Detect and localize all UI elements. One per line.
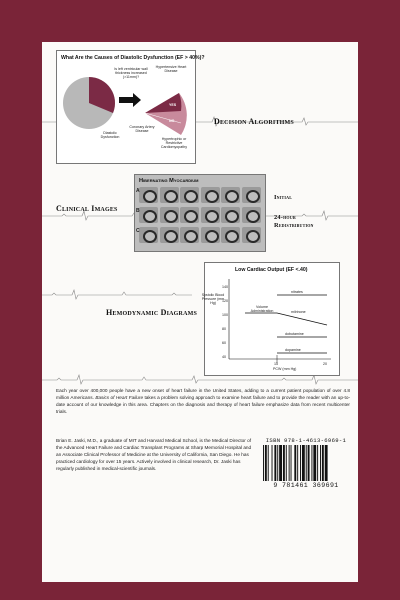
hemo-line-volume: Volume Administration [250, 305, 274, 314]
scan-ring [164, 230, 178, 243]
scan-ring [143, 230, 157, 243]
scan-frame [242, 187, 261, 203]
scan-frame [221, 207, 240, 223]
scan-frame [242, 207, 261, 223]
hemo-line-nitrates: nitrates [291, 290, 303, 294]
scan-frame [221, 187, 240, 203]
scan-ring [184, 230, 198, 243]
scan-ring [143, 190, 157, 203]
scan-ring [225, 190, 239, 203]
scan-frame [221, 227, 240, 243]
scan-frame [160, 207, 179, 223]
arrow-icon [119, 93, 141, 107]
barcode-bar [272, 445, 273, 481]
barcode-bar [317, 445, 318, 481]
scan-frame [201, 207, 220, 223]
barcode-bar [274, 445, 276, 481]
hemo-ylabel: Systolic Blood Pressure (mm Hg) [201, 293, 225, 306]
barcode-bar [263, 445, 264, 481]
barcode-bar [283, 445, 285, 481]
clinical-images-label: Clinical Images [56, 204, 118, 213]
label-no: NO [169, 119, 175, 123]
barcode-bar [322, 445, 324, 481]
scan-ring [246, 210, 260, 223]
scan-frame [160, 187, 179, 203]
barcode-bar [291, 445, 292, 481]
label-hypertensive: Hypertensive Heart Disease [155, 65, 187, 74]
clinical-row-label-1: Initial [274, 194, 293, 201]
hemodynamic-panel [201, 262, 340, 376]
scan-ring [205, 210, 219, 223]
label-diastolic: Diastolic Dysfunction [100, 131, 120, 140]
barcode-bar [311, 445, 312, 481]
scan-ring [246, 190, 260, 203]
clinical-images-panel [134, 174, 266, 252]
barcode-bar [306, 445, 307, 481]
hemo-panel-title: Low Cardiac Output (EF <.40) [235, 267, 308, 273]
scan-ring [205, 230, 219, 243]
scan-frame [180, 207, 199, 223]
isbn-text: ISBN 978-1-4613-6969-1 [265, 437, 347, 444]
hemo-line-dopamine: dopamine [285, 348, 301, 352]
barcode-bar [325, 445, 328, 481]
scan-frame [242, 227, 261, 243]
scan-grid [136, 187, 261, 247]
label-coronary: Coronary Artery Disease [129, 125, 155, 134]
scan-frame [160, 227, 179, 243]
scan-frame [139, 207, 158, 223]
barcode-bar [308, 445, 310, 481]
hemo-line-dobutamine: dobutamine [285, 332, 304, 336]
hemo-ytick: 120 [222, 299, 228, 303]
description-p1: Each year over 400,000 people have a new onset of heart failure in the United States, adding to a current patient population of over 4.8 million Americans. [56, 388, 350, 401]
question-text: Is left ventricular wall thickness increased (>11mm)? [114, 67, 148, 80]
barcode-bar [294, 445, 296, 481]
scan-ring [164, 210, 178, 223]
scan-ring [225, 210, 239, 223]
label-restrictive: Hypertrophic or Restrictive Cardiomyopathy [160, 137, 188, 150]
scan-frame [201, 227, 220, 243]
decision-panel-title: What Are the Causes of Diastolic Dysfunction (EF > 40%)? [61, 55, 205, 61]
hemo-ytick: 40 [222, 355, 226, 359]
hemo-line-milrinone: milrinone [291, 310, 306, 314]
barcode-bar [320, 445, 321, 481]
barcode-bar [302, 445, 305, 481]
hemodynamic-diagrams-label: Hemodynamic Diagrams [106, 308, 197, 317]
barcode-bar [300, 445, 301, 481]
barcode [261, 437, 351, 491]
scan-ring [164, 190, 178, 203]
barcode-bar [268, 445, 269, 481]
clinical-panel-title: Hibernating Myocardium [139, 178, 199, 184]
decision-algorithms-label: Decision Algorithms [214, 117, 294, 126]
decision-algorithm-panel [56, 50, 205, 164]
hemo-xlabel: PCW (mm Hg) [273, 367, 297, 371]
hemo-ytick: 100 [222, 313, 228, 317]
barcode-bar [277, 445, 278, 481]
scan-ring [184, 210, 198, 223]
hemo-ytick: 80 [222, 327, 226, 331]
hemo-xtick-20: 20 [323, 362, 327, 366]
scan-ring [184, 190, 198, 203]
hemo-xtick-15: 15 [274, 362, 278, 366]
author-bio: Brian E. Jaski, M.D., a graduate of MIT and Harvard Medical School, is the Medical Director of the Advanced Heart Failure and Cardiac Transplant Programs at Sharp Memorial Hospital and an Associate Clinical Professor of Medicine at the University of California, San Diego. He has practiced cardiology for over 15 years. Actively involved in clinical research, Dr. Jaski has regularly published in medical-scientific journals. [56, 438, 252, 472]
barcode-bar [289, 445, 290, 481]
scan-ring [225, 230, 239, 243]
cover-page [42, 42, 358, 582]
barcode-number: 9 781461 369691 [273, 482, 339, 489]
barcode-bar [297, 445, 298, 481]
scan-ring [205, 190, 219, 203]
book-title-italic: Basics of Heart Failure [95, 395, 144, 401]
scan-frame [139, 187, 158, 203]
scan-frame [180, 187, 199, 203]
label-yes: YES [169, 103, 177, 107]
scan-frame [139, 227, 158, 243]
scan-marker-c: C [136, 228, 140, 234]
description-p1-rest: takes a problem solving approach to examine heart failure and to provide the reader with an up-to-date account of our knowledge in this area. Chapters on the diagnosis and therapy of heart failure emphasize data from recent multicenter trials. [56, 395, 350, 415]
scan-ring [143, 210, 157, 223]
scan-ring [246, 230, 260, 243]
barcode-bars [263, 445, 349, 481]
hemo-ytick: 140 [222, 285, 228, 289]
line-milrinone [277, 313, 327, 325]
barcode-bar [286, 445, 287, 481]
barcode-bar [313, 445, 316, 481]
clinical-row-label-2: 24-hour Redistribution [274, 214, 314, 229]
scan-frame [180, 227, 199, 243]
scan-marker-b: B [136, 208, 140, 214]
barcode-bar [265, 445, 267, 481]
hemo-ytick: 60 [222, 341, 226, 345]
barcode-bar [279, 445, 282, 481]
description-paragraph [56, 387, 350, 415]
scan-frame [201, 187, 220, 203]
scan-marker-a: A [136, 188, 140, 194]
